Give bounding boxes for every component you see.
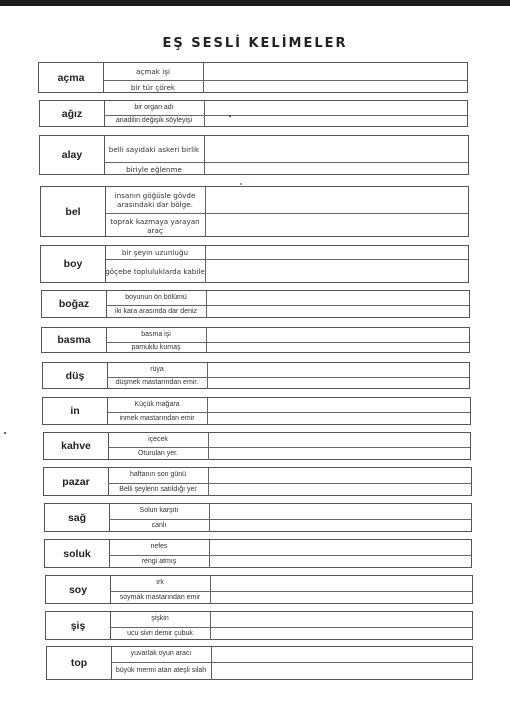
entry-row (40, 245, 469, 283)
homonym-word: bel (41, 187, 106, 236)
meaning-row (107, 363, 469, 377)
answer-blank (210, 628, 472, 640)
answer-blank (209, 504, 471, 519)
meaning-row (111, 647, 472, 662)
meaning-column (104, 101, 467, 126)
meaning-text: Belli şeylerin satıldığı yer (119, 485, 197, 493)
answer-blank (208, 448, 470, 460)
entry-row (46, 646, 473, 680)
answer-blank (210, 612, 472, 627)
meaning-row (110, 627, 472, 640)
answer-blank (207, 363, 469, 377)
meaning-text: toprak kazmaya yarayan araç (110, 216, 200, 235)
meaning-row (104, 162, 468, 175)
meaning-column (105, 187, 468, 236)
answer-blank (207, 413, 470, 425)
answer-blank (205, 187, 468, 213)
page-title: EŞ SESLİ KELİMELER (162, 36, 348, 51)
meaning-row (107, 398, 470, 412)
answer-blank (203, 81, 467, 93)
answer-blank (211, 647, 472, 662)
meaning-row (103, 80, 467, 93)
homonym-word: basma (42, 328, 107, 352)
meaning-text: iki kara arasında dar deniz (114, 307, 198, 315)
answer-blank (207, 398, 470, 412)
meaning-text: soymak mastarından emir (119, 593, 201, 601)
meaning-row (104, 136, 468, 162)
homonym-word: ağız (40, 101, 105, 126)
meaning-text: Solun karşıtı (139, 507, 179, 515)
answer-blank (203, 63, 467, 80)
meaning-text: anadilin değişik söyleyişi (115, 117, 193, 125)
meaning-text: haftanın son günü (129, 471, 187, 479)
answer-blank (204, 101, 467, 115)
meaning-text: içecek (148, 435, 168, 443)
answer-blank (207, 378, 469, 389)
entry-row (43, 432, 471, 460)
answer-blank (205, 246, 468, 259)
meaning-text: bir tür çörek (130, 82, 176, 92)
meaning-row (103, 63, 467, 80)
answer-blank (208, 468, 471, 483)
answer-blank (210, 576, 472, 591)
homonym-word: soluk (45, 540, 110, 567)
homonym-word: kahve (44, 433, 109, 459)
meaning-row (108, 468, 471, 483)
meaning-text: pamuklu kumaş (131, 343, 181, 351)
meaning-row (105, 259, 468, 283)
homonym-word: in (43, 398, 108, 424)
answer-blank (204, 136, 468, 162)
answer-blank (209, 556, 471, 568)
entry-row (39, 100, 468, 127)
meaning-text: şişkin (151, 615, 169, 623)
meaning-column (106, 291, 469, 317)
meaning-column (108, 433, 470, 459)
answer-blank (206, 328, 469, 342)
entry-row (40, 186, 469, 237)
meaning-text: yuvarlak oyun aracı (130, 650, 192, 658)
meaning-column (108, 468, 471, 495)
meaning-text: inmek mastarından emir (119, 414, 195, 422)
homonym-word: soy (46, 576, 111, 603)
meaning-text: büyük mermi atan ateşli silah (115, 667, 207, 675)
homonym-word: top (47, 647, 112, 679)
entry-row (44, 503, 472, 532)
homonym-word: boy (41, 246, 106, 282)
meaning-column (105, 246, 468, 282)
top-border-rule (0, 0, 510, 6)
meaning-text: göçebe topluluklarda kabile (105, 267, 205, 276)
meaning-row (107, 412, 470, 425)
meaning-text: Oturulan yer. (137, 449, 179, 457)
entry-row (45, 611, 473, 640)
homonym-word: pazar (44, 468, 109, 495)
homonym-word: şiş (46, 612, 111, 639)
meaning-row (108, 433, 470, 447)
homonym-word: boğaz (42, 291, 107, 317)
answer-blank (210, 592, 472, 604)
meaning-row (110, 591, 472, 604)
meaning-text: boyunun ön bölümü (125, 293, 187, 301)
meaning-row (106, 305, 469, 318)
meaning-column (103, 63, 467, 92)
answer-blank (208, 484, 471, 496)
meaning-row (109, 519, 471, 532)
meaning-text: biriyle eğlenme (126, 164, 182, 174)
answer-blank (204, 163, 468, 175)
answer-blank (204, 116, 467, 127)
meaning-text: bir organ adı (134, 103, 174, 111)
answer-blank (206, 343, 469, 353)
answer-blank (209, 540, 471, 555)
meaning-row (110, 612, 472, 627)
meaning-text: rengi atmış (141, 557, 177, 565)
entry-row (42, 362, 470, 389)
meaning-row (110, 576, 472, 591)
answer-blank (211, 663, 472, 680)
scan-speck (4, 432, 6, 434)
scan-speck (229, 115, 231, 117)
meaning-text: Küçük mağara (134, 400, 180, 408)
meaning-row (106, 342, 469, 353)
meaning-row (108, 447, 470, 460)
meaning-text: ucu sivri demir çubuk (127, 629, 193, 637)
meaning-text: insanın göğüsle gövde arasındaki dar bölge. (114, 191, 196, 209)
meaning-column (107, 398, 470, 424)
meaning-row (106, 291, 469, 305)
meaning-row (111, 662, 472, 680)
meaning-row (108, 483, 471, 496)
meaning-column (110, 576, 472, 603)
meaning-column (109, 504, 471, 531)
meaning-row (104, 101, 467, 115)
answer-blank (206, 306, 469, 318)
meaning-row (105, 246, 468, 259)
answer-blank (205, 214, 468, 237)
entry-row (45, 575, 473, 604)
meaning-row (109, 555, 471, 568)
answer-blank (206, 291, 469, 305)
meaning-row (107, 377, 469, 389)
meaning-text: rüya (150, 365, 164, 373)
meaning-row (109, 540, 471, 555)
meaning-column (110, 612, 472, 639)
meaning-text: basma işi (141, 330, 171, 338)
entry-row (38, 62, 468, 93)
entry-row (39, 135, 469, 175)
homonym-word: alay (40, 136, 105, 174)
meaning-text: belli sayıdaki askeri birlik (108, 144, 200, 154)
homonym-word: sağ (45, 504, 110, 531)
meaning-column (104, 136, 468, 174)
meaning-row (104, 115, 467, 127)
meaning-column (106, 328, 469, 352)
meaning-text: ırk (156, 579, 164, 587)
entry-row (42, 397, 471, 425)
meaning-text: düşmek mastarından emir. (115, 379, 199, 387)
meaning-row (105, 213, 468, 237)
entry-row (41, 290, 470, 318)
entry-row (43, 467, 472, 496)
meaning-row (105, 187, 468, 213)
meaning-text: bir şeyin uzunluğu (121, 248, 189, 257)
meaning-column (111, 647, 472, 679)
meaning-text: nefes (150, 543, 168, 551)
meaning-column (107, 363, 469, 388)
answer-blank (209, 520, 471, 532)
homonym-word: açma (39, 63, 104, 92)
meaning-text: canlı (151, 521, 167, 529)
answer-blank (205, 260, 468, 283)
meaning-row (109, 504, 471, 519)
meaning-text: açmak işi (136, 67, 170, 76)
meaning-column (109, 540, 471, 567)
entry-row (41, 327, 470, 353)
entry-row (44, 539, 472, 568)
homonym-word: düş (43, 363, 108, 388)
scan-speck (240, 183, 242, 185)
meaning-row (106, 328, 469, 342)
answer-blank (208, 433, 470, 447)
